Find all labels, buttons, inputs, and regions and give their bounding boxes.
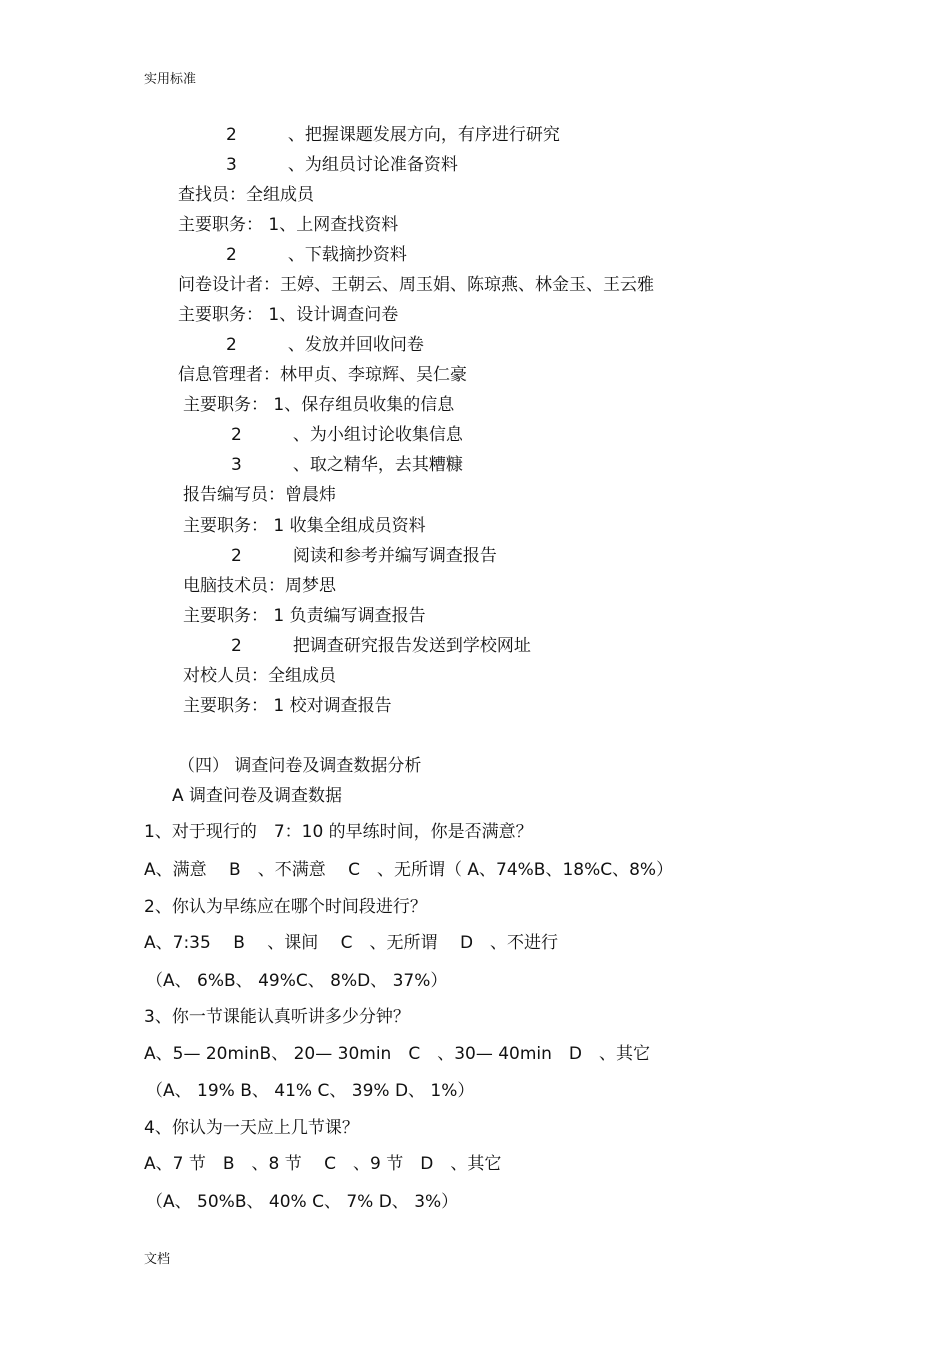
text-line: 主要职务： 1、上网查找资料 [178,215,399,235]
text-line: 报告编写员：曾晨炜 [183,485,336,505]
text-line: 主要职务： 1 负责编写调查报告 [183,606,426,626]
text-line: 2 、把握课题发展方向，有序进行研究 [226,125,560,145]
text-line: 2 、为小组讨论收集信息 [231,425,463,445]
answer-line: A、7:35 B 、课间 C 、无所谓 D 、不进行 [144,933,559,953]
text-line: 信息管理者：林甲贞、李琼辉、吴仁豪 [178,365,467,385]
page-footer: 文档 [144,1252,171,1267]
answer-line: A、满意 B 、不满意 C 、无所谓（ A、74%B、18%C、8%） [144,860,674,880]
subsection-heading: A 调查问卷及调查数据 [172,786,343,806]
text-line: 主要职务： 1 校对调查报告 [183,696,392,716]
text-line: 2 、下载摘抄资料 [226,245,407,265]
page-header: 实用标准 [144,72,197,87]
question-line: 3、你一节课能认真听讲多少分钟？ [144,1007,410,1027]
text-line: 2 阅读和参考并编写调查报告 [231,546,497,566]
text-line: 3 、为组员讨论准备资料 [226,155,458,175]
text-line: 查找员：全组成员 [178,185,314,205]
question-line: 4、你认为一天应上几节课？ [144,1118,359,1138]
text-line: 2 、发放并回收问卷 [226,335,424,355]
text-line: 3 、取之精华，去其糟糠 [231,455,463,475]
text-line: 主要职务： 1、设计调查问卷 [178,305,399,325]
text-line: 2 把调查研究报告发送到学校网址 [231,636,531,656]
text-line: 主要职务： 1 收集全组成员资料 [183,516,426,536]
text-line: 对校人员：全组成员 [183,666,336,686]
question-line: 2、你认为早练应在哪个时间段进行？ [144,897,427,917]
text-line: 问卷设计者：王婷、王朝云、周玉娟、陈琼燕、林金玉、王云雅 [178,275,654,295]
answer-line: A、7 节 B 、8 节 C 、9 节 D 、其它 [144,1154,502,1174]
text-line: 主要职务： 1、保存组员收集的信息 [183,395,455,415]
result-line: （A、 6%B、 49%C、 8%D、 37%） [146,971,448,991]
text-line: 电脑技术员：周梦思 [183,576,336,596]
answer-line: A、5— 20minB、 20— 30min C 、30— 40min D 、其它 [144,1044,651,1064]
section-heading: （四） 调查问卷及调查数据分析 [178,756,422,776]
result-line: （A、 50%B、 40% C、 7% D、 3%） [146,1192,459,1212]
result-line: （A、 19% B、 41% C、 39% D、 1%） [146,1081,475,1101]
question-line: 1、对于现行的 7：10 的早练时间，你是否满意？ [144,822,533,842]
